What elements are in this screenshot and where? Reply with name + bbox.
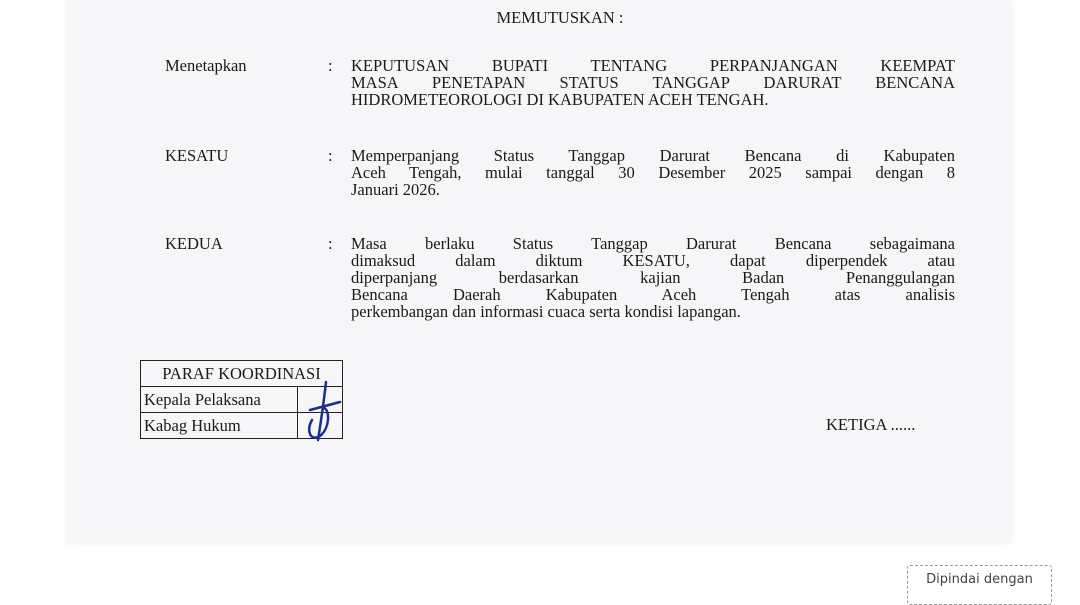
- text-line: Januari 2026.: [351, 180, 440, 199]
- section-label-menetapkan: Menetapkan: [165, 56, 247, 75]
- section-text-kesatu: [351, 147, 955, 198]
- scanner-badge-text: Dipindai dengan: [926, 572, 1033, 587]
- scanner-watermark-badge: [907, 565, 1052, 605]
- paraf-header: PARAF KOORDINASI: [141, 361, 343, 387]
- paraf-row-label: Kabag Hukum: [141, 413, 298, 439]
- colon: :: [328, 234, 333, 253]
- text-line: diperpanjang berdasarkan kajian Badan Penanggulangan: [351, 268, 955, 287]
- text-line: Masa berlaku Status Tanggap Darurat Bencana sebagaimana: [351, 234, 955, 253]
- decision-heading: MEMUTUSKAN :: [496, 8, 624, 27]
- text-line: Bencana Daerah Kabupaten Aceh Tengah atas analisis: [351, 285, 955, 304]
- text-line: perkembangan dan informasi cuaca serta kondisi lapangan.: [351, 302, 741, 321]
- text-line: MASA PENETAPAN STATUS TANGGAP DARURAT BENCANA: [351, 73, 955, 92]
- paraf-row-label: Kepala Pelaksana: [141, 387, 298, 413]
- section-text-kedua: [351, 235, 955, 320]
- colon: :: [328, 56, 333, 75]
- section-text-menetapkan: [351, 57, 955, 108]
- text-line: HIDROMETEOROLOGI DI KABUPATEN ACEH TENGAH.: [351, 90, 769, 109]
- initial-signature: [304, 380, 344, 450]
- text-line: KEPUTUSAN BUPATI TENTANG PERPANJANGAN KEEMPAT: [351, 56, 955, 75]
- text-line: Memperpanjang Status Tanggap Darurat Bencana di Kabupaten: [351, 146, 955, 165]
- section-label-kesatu: KESATU: [165, 146, 229, 165]
- section-label-kedua: KEDUA: [165, 234, 223, 253]
- text-line: Aceh Tengah, mulai tanggal 30 Desember 2025 sampai dengan 8: [351, 163, 955, 182]
- text-line: dimaksud dalam diktum KESATU, dapat diperpendek atau: [351, 251, 955, 270]
- colon: :: [328, 146, 333, 165]
- next-page-indicator: KETIGA ......: [826, 415, 916, 434]
